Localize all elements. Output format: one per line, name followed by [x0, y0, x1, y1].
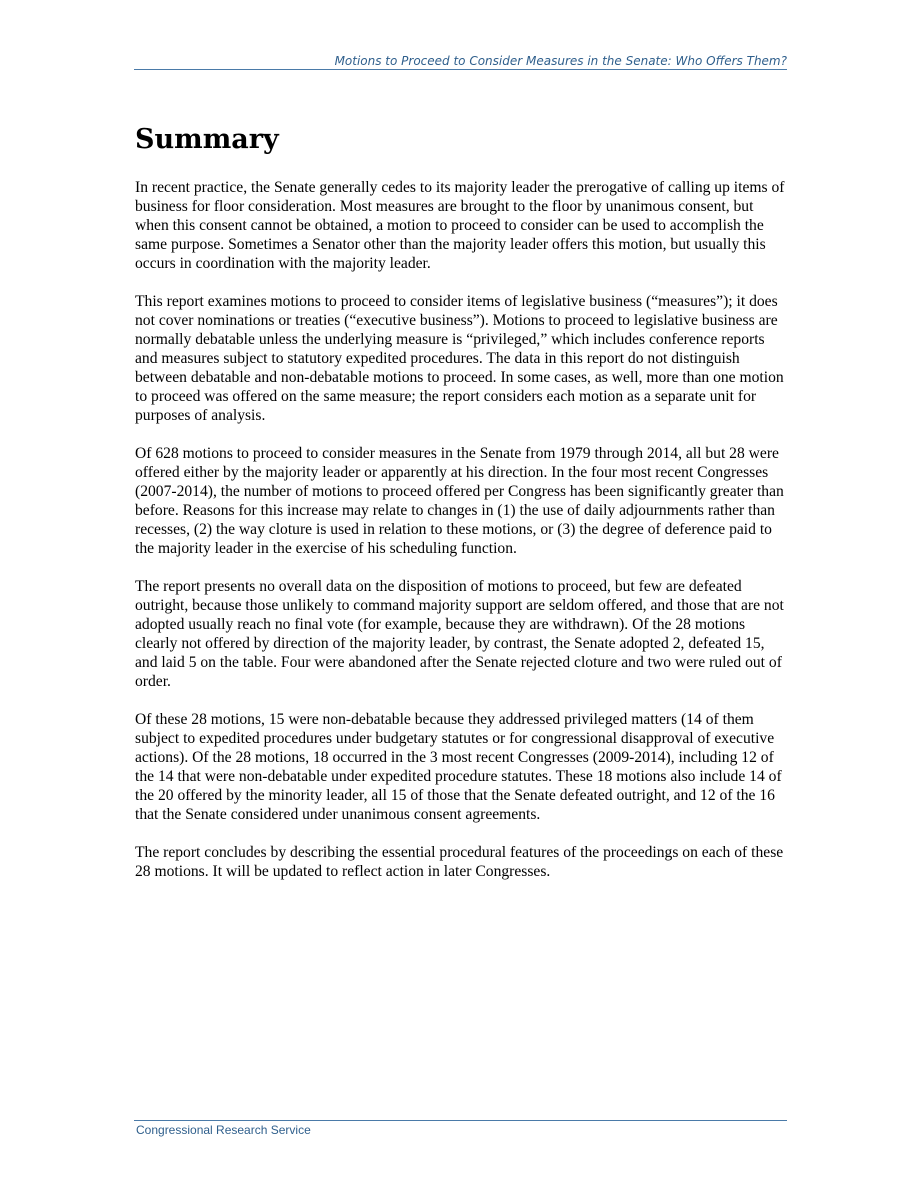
summary-paragraph-4: The report presents no overall data on the disposition of motions to proceed, but few are defeated outright, because those unlikely to command majority support are seldom offered, and those that are not adopted usually reach no final vote (for example, because they are withdrawn). Of the 28 motions clearly not offered by direction of the majority leader, by contrast, the Senate adopted 2, defeated 15, and laid 5 on the table. Four were abandoned after the Senate rejected cloture and two were ruled out of order. [135, 578, 784, 690]
header-divider [134, 69, 787, 70]
summary-paragraph-5: Of these 28 motions, 15 were non-debatable because they addressed privileged matters (14 of them subject to expedited procedures under budgetary statutes or for congressional disapproval of executive actions). Of the 28 motions, 18 occurred in the 3 most recent Congresses (2009-2014), including 12 of the 14 that were non-debatable under expedited procedure statutes. These 18 motions also include 14 of the 20 offered by the minority leader, all 15 of those that the Senate defeated outright, and 12 of the 16 that the Senate considered under unanimous consent agreements. [135, 711, 782, 823]
summary-paragraph-3: Of 628 motions to proceed to consider measures in the Senate from 1979 through 2014, all but 28 were offered either by the majority leader or apparently at his direction. In the four most recent Congresses (2007-2014), the number of motions to proceed offered per Congress has been significantly greater than before. Reasons for this increase may relate to changes in (1) the use of daily adjournments rather than recesses, (2) the way cloture is used in relation to these motions, or (3) the degree of deference paid to the majority leader in the exercise of his scheduling function. [135, 445, 784, 557]
summary-paragraph-6: The report concludes by describing the essential procedural features of the proceedings on each of these 28 motions. It will be updated to reflect action in later Congresses. [135, 844, 784, 880]
running-header-title: Motions to Proceed to Consider Measures in the Senate: Who Offers Them? [334, 54, 787, 68]
footer-organization: Congressional Research Service [136, 1123, 311, 1137]
summary-paragraph-2: This report examines motions to proceed to consider items of legislative business (“measures”); it does not cover nominations or treaties (“executive business”). Motions to proceed to legislative business are normally debatable unless the underlying measure is “privileged,” which includes conference reports and measures subject to statutory expedited procedures. The data in this report do not distinguish between debatable and non-debatable motions to proceed. In some cases, as well, more than one motion to proceed was offered on the same measure; the report considers each motion as a separate unit for purposes of analysis. [135, 293, 784, 424]
footer-divider [134, 1120, 787, 1121]
summary-paragraph-1: In recent practice, the Senate generally cedes to its majority leader the prerogative of calling up items of business for floor consideration. Most measures are brought to the floor by unanimous consent, but when this consent cannot be obtained, a motion to proceed to consider can be used to accomplish the same purpose. Sometimes a Senator other than the majority leader offers this motion, but usually this occurs in coordination with the majority leader. [135, 179, 785, 272]
summary-body [135, 178, 790, 900]
page-title: Summary [135, 124, 279, 155]
